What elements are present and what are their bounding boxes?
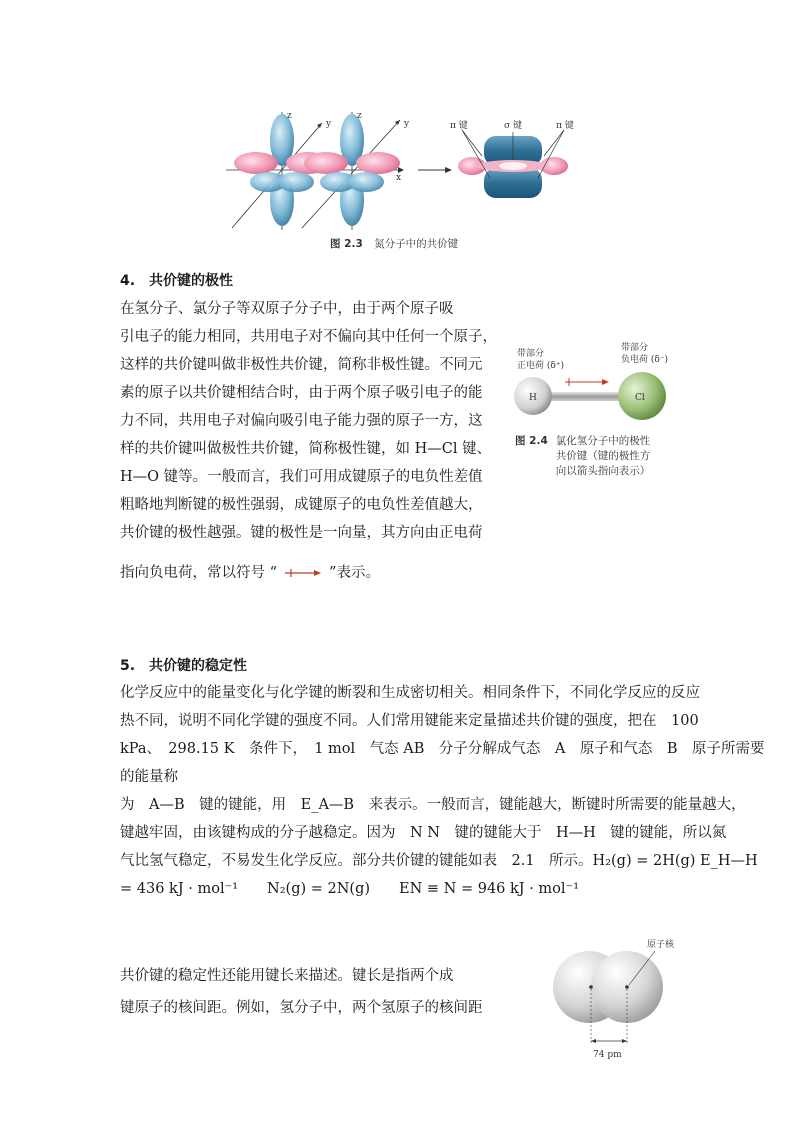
- axis-label-z-left: z: [287, 111, 292, 121]
- text-line: 键原子的核间距。例如，氢分子中，两个氢原子的核间距: [120, 1000, 483, 1016]
- caption-line: 共价键（键的极性方: [555, 450, 651, 462]
- label-nucleus: 原子核: [647, 940, 675, 950]
- polarity-arrow-icon: [283, 567, 323, 579]
- text-line: 的能量称: [120, 769, 178, 785]
- label-partial-positive-line2: 正电荷 (δ⁺): [517, 361, 565, 371]
- section-heading-stability: 5. 共价键的稳定性: [120, 658, 248, 674]
- figure-number: 图 2.4: [515, 435, 548, 447]
- figure-2-3-caption: [330, 236, 458, 251]
- dipole-arrow-icon: [602, 379, 609, 385]
- label-pi-bond-left: π 键: [450, 121, 468, 131]
- hcl-molecule-diagram: [505, 338, 685, 438]
- text-line: 引电子的能力相同，共用电子对不偏向其中任何一个原子，: [120, 329, 497, 345]
- text-fragment: 指向负电荷，常以符号 “: [120, 565, 278, 581]
- text-line: 化学反应中的能量变化与化学键的断裂和生成密切相关。相同条件下，不同化学反应的反应: [120, 685, 700, 701]
- text-line: = 436 kJ · mol⁻¹ N₂(g) = 2N(g) EN ≡ N = 946 kJ · mol⁻¹: [120, 881, 580, 897]
- text-line: 共价键的稳定性还能用键长来描述。键长是指两个成: [120, 968, 454, 984]
- text-line-with-symbol: [120, 559, 472, 587]
- nitrogen-orbital-diagram: [222, 108, 582, 233]
- label-bond-length: 74 pm: [593, 1050, 622, 1060]
- axis-label-y-right: y: [404, 119, 410, 129]
- section-heading-polarity: 4. 共价键的极性: [120, 273, 234, 289]
- text-line: 共价键的极性越强。键的极性是一向量，其方向由正电荷: [120, 525, 483, 541]
- atom-label-cl: Cl: [635, 393, 645, 403]
- label-partial-negative-line1: 带部分: [621, 343, 649, 353]
- text-line: kPa、 298.15 K 条件下， 1 mol 气态 AB 分子分解成气态 A 原子和气态 B 原子所需要: [120, 741, 765, 757]
- axis-label-y-left: y: [326, 119, 332, 129]
- text-line: 键越牢固，由该键构成的分子越稳定。因为 N N 键的键能大于 H—H 键的键能，所以氮: [120, 825, 727, 841]
- text-line: H—O 键等。一般而言，我们可用成键原子的电负性差值: [120, 469, 483, 485]
- label-pi-bond-right: π 键: [556, 121, 574, 131]
- figure-number: 图 2.3: [330, 238, 363, 250]
- axis-label-x: x: [396, 173, 402, 183]
- caption-line: 向以箭头指向表示）: [555, 465, 651, 477]
- reaction-arrow-icon: [445, 167, 452, 173]
- text-line: 在氢分子、氯分子等双原子分子中，由于两个原子吸: [120, 301, 454, 317]
- bond-length-paragraph: [120, 962, 483, 1022]
- figure-2-4: [505, 338, 685, 438]
- figure-2-3: [222, 108, 582, 233]
- axis-label-z-right: z: [357, 111, 362, 121]
- text-line: 力不同，共用电子对偏向吸引电子能力强的原子一方，这: [120, 413, 483, 429]
- caption-line: 氯化氢分子中的极性: [555, 435, 651, 447]
- text-line: 为 A—B 键的键能，用 E_A—B 来表示。一般而言，键能越大，断键时所需要的能量越大，: [120, 797, 746, 813]
- label-partial-negative-line2: 负电荷 (δ⁻): [621, 355, 669, 365]
- figure-caption-text: 氮分子中的共价键: [374, 238, 459, 250]
- text-line: 这样的共价键叫做非极性共价键，简称非极性键。不同元: [120, 357, 483, 373]
- atom-label-h: H: [529, 393, 537, 403]
- text-line: 热不同，说明不同化学键的强度不同。人们常用键能来定量描述共价键的强度，把在 100: [120, 713, 699, 729]
- label-partial-positive-line1: 带部分: [517, 349, 545, 359]
- text-line: 样的共价键叫做极性共价键，简称极性键，如 H—Cl 键、: [120, 441, 492, 457]
- text-line: 素的原子以共价键相结合时，由于两个原子吸引电子的能: [120, 385, 483, 401]
- section-4-paragraph: [120, 295, 497, 587]
- figure-2-4-caption: [515, 434, 650, 479]
- label-sigma-bond: σ 键: [504, 121, 523, 131]
- figure-h2-bond-length: [545, 935, 690, 1063]
- text-line: 粗略地判断键的极性强弱，成键原子的电负性差值越大，: [120, 497, 483, 513]
- text-fragment: ”表示。: [329, 565, 380, 581]
- text-line: 气比氢气稳定，不易发生化学反应。部分共价键的键能如表 2.1 所示。H₂(g) = 2H(g) E_H—H: [120, 853, 758, 869]
- hydrogen-molecule-diagram: [545, 935, 690, 1063]
- section-5-paragraph: [120, 679, 765, 903]
